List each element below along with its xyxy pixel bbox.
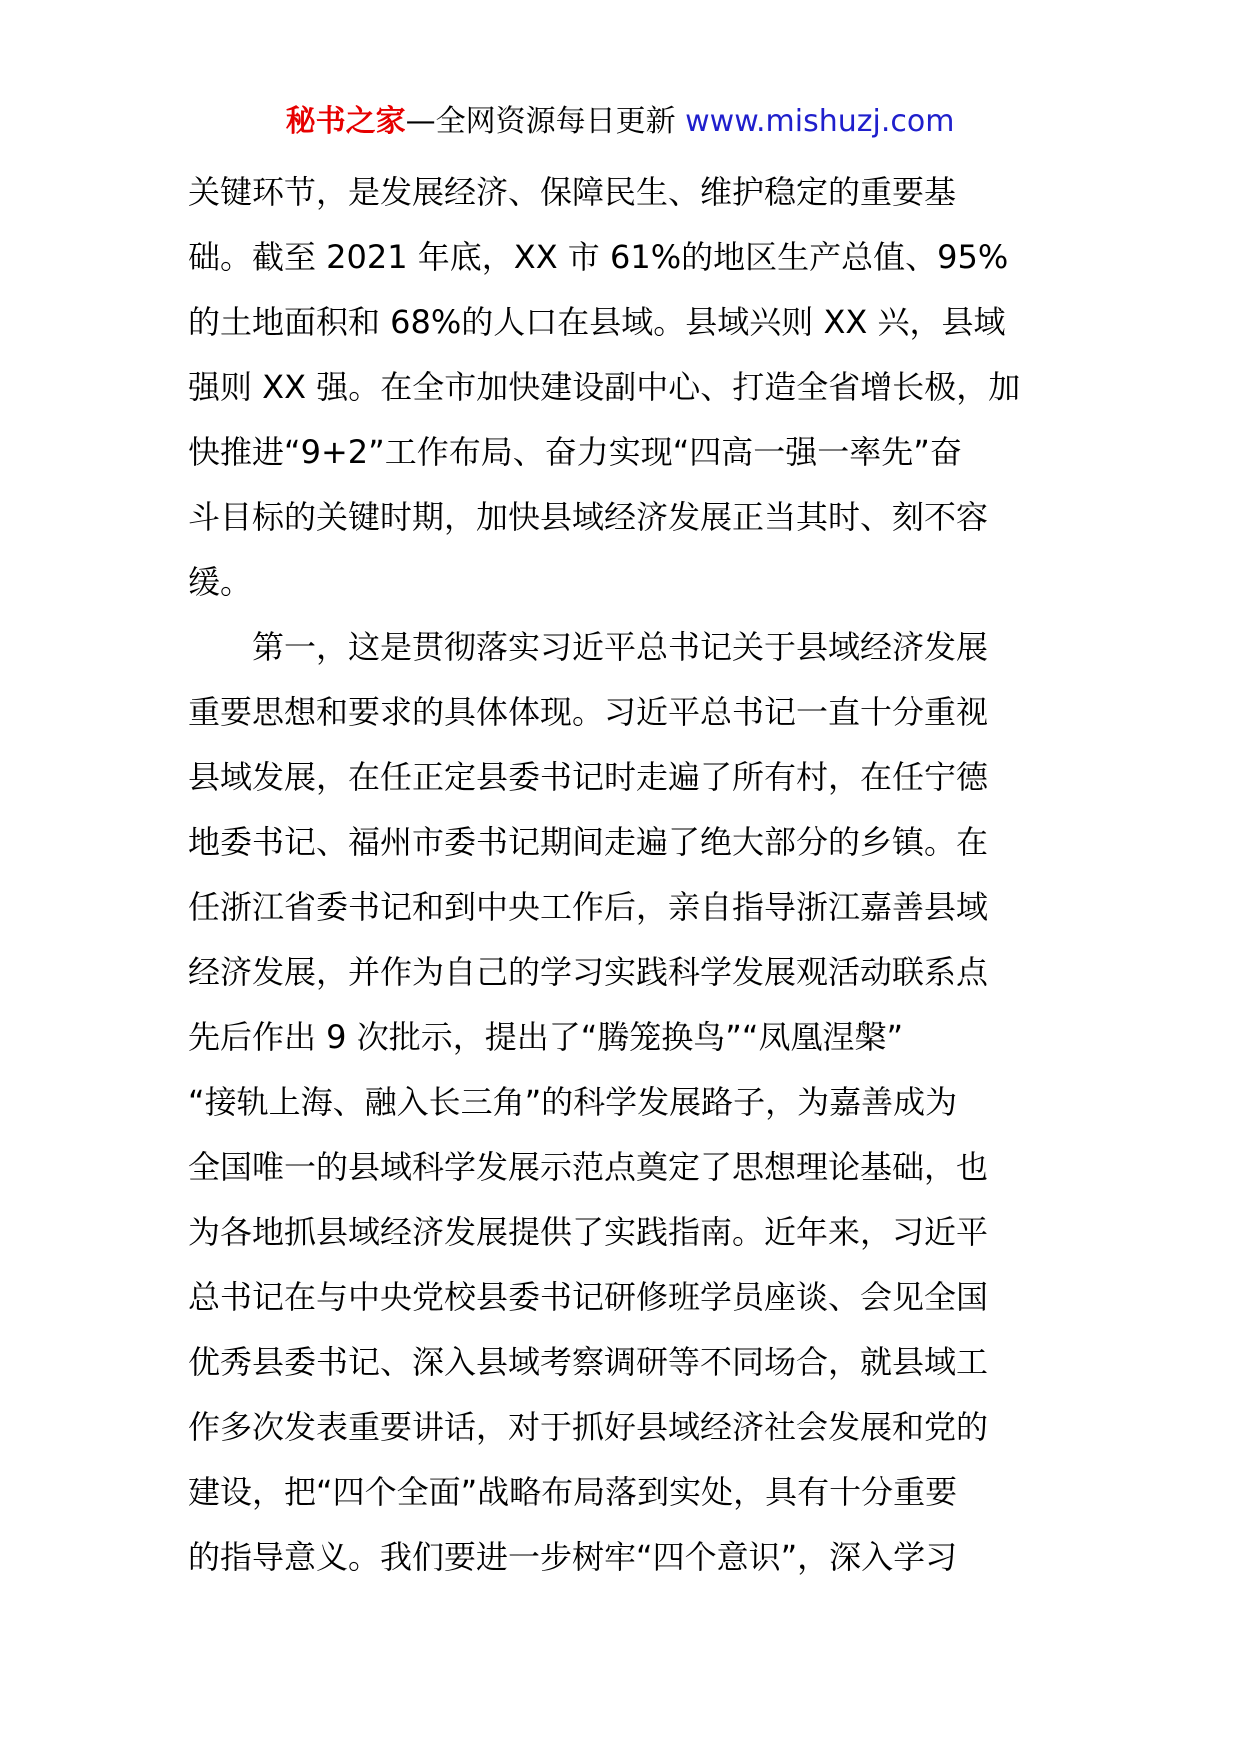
document-body: [188, 160, 1058, 1590]
text-line: 础。截至 2021 年底，XX 市 61%的地区生产总值、95%: [188, 238, 1009, 276]
text-line: 重要思想和要求的具体体现。习近平总书记一直十分重视: [188, 693, 989, 731]
text-line: 优秀县委书记、深入县域考察调研等不同场合，就县域工: [188, 1343, 989, 1381]
site-tagline: —全网资源每日更新: [405, 104, 676, 139]
text-line: 作多次发表重要讲话，对于抓好县域经济社会发展和党的: [188, 1408, 989, 1446]
text-line: 总书记在与中央党校县委书记研修班学员座谈、会见全国: [188, 1278, 989, 1316]
text-line: 快推进“9+2”工作布局、奋力实现“四高一强一率先”奋: [188, 433, 962, 471]
text-line: 缓。: [188, 563, 253, 601]
text-line: 第一，这是贯彻落实习近平总书记关于县域经济发展: [188, 628, 989, 666]
site-url-link[interactable]: www.mishuzj.com: [685, 104, 955, 139]
site-header: [0, 100, 1240, 144]
text-line: 关键环节，是发展经济、保障民生、维护稳定的重要基: [188, 173, 957, 211]
text-line: 县域发展，在任正定县委书记时走遍了所有村，在任宁德: [188, 758, 989, 796]
text-line: 任浙江省委书记和到中央工作后，亲自指导浙江嘉善县域: [188, 888, 989, 926]
text-line: 的土地面积和 68%的人口在县域。县域兴则 XX 兴，县域: [188, 303, 1006, 341]
text-line: “接轨上海、融入长三角”的科学发展路子，为嘉善成为: [188, 1083, 958, 1121]
text-line: 地委书记、福州市委书记期间走遍了绝大部分的乡镇。在: [188, 823, 989, 861]
text-line: 经济发展，并作为自己的学习实践科学发展观活动联系点: [188, 953, 989, 991]
site-brand: 秘书之家: [285, 104, 406, 139]
text-line: 先后作出 9 次批示，提出了“腾笼换鸟”“凤凰涅槃”: [188, 1018, 904, 1056]
text-line: 斗目标的关键时期，加快县域经济发展正当其时、刻不容: [188, 498, 989, 536]
text-line: 为各地抓县域经济发展提供了实践指南。近年来，习近平: [188, 1213, 989, 1251]
text-line: 强则 XX 强。在全市加快建设副中心、打造全省增长极，加: [188, 368, 1021, 406]
text-line: 全国唯一的县域科学发展示范点奠定了思想理论基础，也: [188, 1148, 989, 1186]
text-line: 建设，把“四个全面”战略布局落到实处，具有十分重要: [188, 1473, 958, 1511]
text-line: 的指导意义。我们要进一步树牢“四个意识”，深入学习: [188, 1538, 958, 1576]
